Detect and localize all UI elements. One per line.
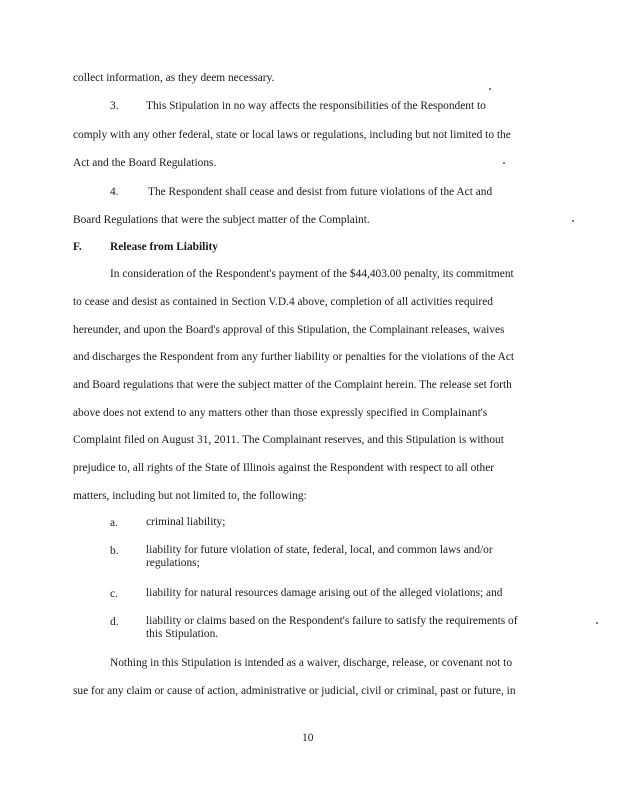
paragraph-line: Nothing in this Stipulation is intended as a waiver, discharge, release, or covenant not to	[110, 657, 513, 669]
paragraph-line: and discharges the Respondent from any further liability or penalties for the violations of the Act	[73, 351, 515, 363]
item-number: 4.	[110, 186, 119, 198]
item-number: 3.	[110, 100, 119, 112]
paragraph-line: matters, including but not limited to, the following:	[73, 490, 307, 502]
list-item-label: c.	[110, 588, 118, 600]
paragraph-line: comply with any other federal, state or local laws or regulations, including but not limited to the	[73, 129, 511, 141]
section-heading: Release from Liability	[110, 241, 218, 253]
paragraph-line: and Board regulations that were the subject matter of the Complaint herein. The release set forth	[73, 379, 512, 391]
paragraph-line: sue for any claim or cause of action, administrative or judicial, civil or criminal, past or future, in	[73, 685, 516, 697]
paragraph-line: above does not extend to any matters other than those expressly specified in Complainant's	[73, 407, 488, 419]
paragraph-line: In consideration of the Respondent's payment of the $44,403.00 penalty, its commitment	[110, 268, 514, 280]
section-letter: F.	[73, 241, 82, 253]
page-number: 10	[302, 732, 314, 744]
paragraph-line: Complaint filed on August 31, 2011. The Complainant reserves, and this Stipulation is without	[73, 434, 504, 446]
list-item-text: criminal liability;	[146, 516, 226, 528]
list-item-label: b.	[110, 545, 119, 557]
scan-speck	[572, 220, 574, 222]
paragraph-line: This Stipulation in no way affects the responsibilities of the Respondent to	[146, 100, 486, 112]
list-item-text: liability for future violation of state, federal, local, and common laws and/or	[146, 544, 493, 556]
scan-speck	[503, 162, 505, 164]
paragraph-line: to cease and desist as contained in Section V.D.4 above, completion of all activities required	[73, 296, 493, 308]
list-item-text: liability for natural resources damage arising out of the alleged violations; and	[146, 587, 503, 599]
list-item-label: d.	[110, 616, 119, 628]
paragraph-line: The Respondent shall cease and desist from future violations of the Act and	[148, 186, 493, 198]
list-item-text: regulations;	[146, 557, 200, 569]
paragraph-line: Board Regulations that were the subject matter of the Complaint.	[73, 214, 370, 226]
paragraph-line: Act and the Board Regulations.	[73, 157, 217, 169]
paragraph-line: hereunder, and upon the Board's approval of this Stipulation, the Complainant releases, waives	[73, 324, 505, 336]
scan-speck	[596, 622, 598, 624]
scan-speck	[489, 88, 491, 90]
list-item-text: liability or claims based on the Respondent's failure to satisfy the requirements of	[146, 615, 518, 627]
list-item-label: a.	[110, 517, 118, 529]
list-item-text: this Stipulation.	[146, 628, 219, 640]
paragraph-line: prejudice to, all rights of the State of Illinois against the Respondent with respect to all other	[73, 462, 495, 474]
paragraph-line: collect information, as they deem necessary.	[73, 72, 275, 84]
